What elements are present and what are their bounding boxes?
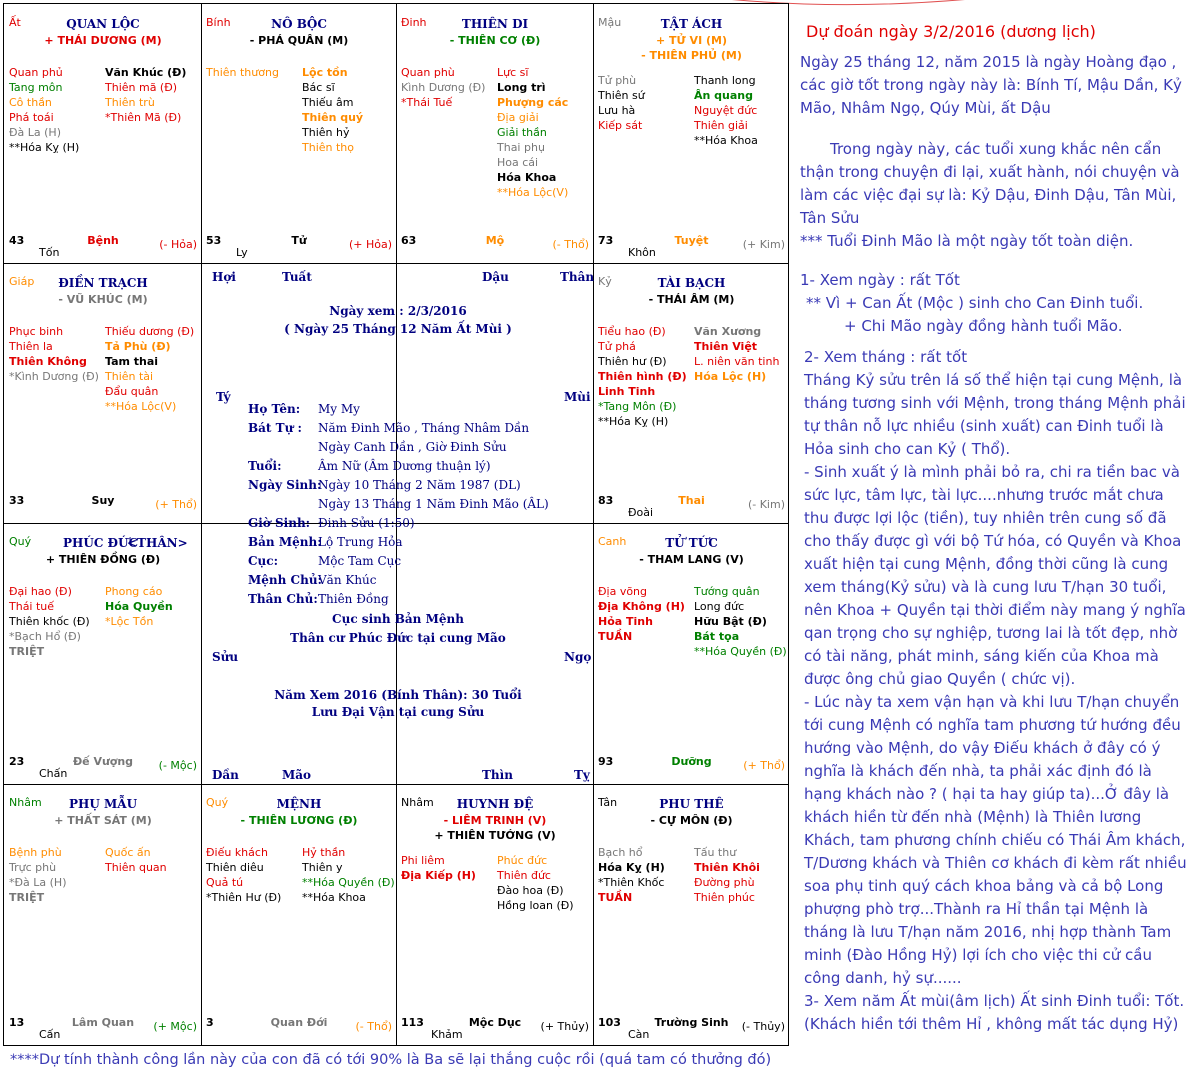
paragraph-11: 3- Xem năm Ất mùi(âm lịch) Ất sinh Đinh tuổi: Tốt. (Khách hiền tới thêm Hỉ , không mất tác dụng Hỷ) <box>804 992 1185 1033</box>
branch-label-bottom: Tỵ <box>574 768 590 782</box>
branch-label-top: Dậu <box>482 270 509 284</box>
minor-stars-right <box>694 845 760 905</box>
main-star: - THIÊN LƯƠNG (Đ) <box>240 814 358 827</box>
palace-phuc-duc[interactable] <box>5 524 201 784</box>
info-value: Văn Khúc <box>318 573 377 587</box>
star: Phục binh <box>9 325 64 338</box>
info-value: Năm Đinh Mão , Tháng Nhâm Dần <box>318 421 530 435</box>
info-value: My My <box>318 402 360 416</box>
star: Quả tú <box>206 876 244 889</box>
star: Hoa cái <box>497 156 539 169</box>
view-date: Ngày xem : 2/3/2016 <box>329 304 467 318</box>
palace-name: ĐIỀN TRẠCH <box>58 276 148 290</box>
palace-name: NÔ BỘC <box>271 17 327 31</box>
life-stage: Dưỡng <box>671 755 712 768</box>
main-star: - VŨ KHÚC (M) <box>58 293 148 306</box>
main-star: + THIÊN TƯỚNG (V) <box>434 829 556 842</box>
paragraph-2: Trong ngày này, các tuổi xung khắc nên cẩn thận trong chuyện đi lại, xuất hành, nói chuyện và làm các việc đại sự là: Kỷ Dậu, Đinh Dậu, Tân Mùi, Tân Sửu <box>800 140 1180 227</box>
info-key: Ngày Sinh: <box>248 478 322 492</box>
star: Phúc đức <box>497 854 548 867</box>
star: Thiên diêu <box>206 861 264 874</box>
star: *Thiên Mã (Đ) <box>105 111 182 124</box>
info-key: Họ Tên: <box>248 402 301 416</box>
palace-direction: Tốn <box>39 246 60 259</box>
palace-direction: Khảm <box>431 1028 463 1041</box>
info-value: Âm Nữ (Âm Dương thuận lý) <box>318 459 491 473</box>
paragraph-1: Ngày 25 tháng 12, năm 2015 là ngày Hoàng đạo , các giờ tốt trong ngày này là: Bính Tí, Mậu Dần, Kỷ Mão, Nhâm Ngọ, Qúy Mùi, ất Dậu <box>800 53 1182 117</box>
palace-name: PHÚC ĐỨC <box>63 536 139 550</box>
star: Thiên Không <box>9 355 87 368</box>
star: Thiên phúc <box>694 891 755 904</box>
palace-age: 73 <box>598 234 614 247</box>
info-key: Cục: <box>248 554 279 568</box>
star: Tướng quân <box>694 585 760 598</box>
palace-thien-di[interactable] <box>397 5 593 263</box>
palace-name: QUAN LỘC <box>66 17 140 31</box>
minor-stars-right <box>497 853 574 913</box>
palace-age: 113 <box>401 1016 424 1029</box>
star: Quan phù <box>401 66 455 79</box>
star: TRIỆT <box>9 891 45 904</box>
star: **Hóa Khoa <box>694 134 758 147</box>
star: *Thiên Khốc <box>598 876 665 889</box>
star: **Hóa Lộc(V) <box>105 400 177 413</box>
star: Nguyệt đức <box>694 104 758 117</box>
star: Tả Phù (Đ) <box>105 340 171 353</box>
minor-stars-right <box>497 65 568 200</box>
minor-stars-left <box>598 584 685 644</box>
branch-label-bottom: Thìn <box>482 768 513 782</box>
minor-stars-left <box>206 65 279 80</box>
life-stage: Bệnh <box>87 234 119 247</box>
star: Hữu Bật (Đ) <box>694 615 767 628</box>
paragraph-10: - Lúc này ta xem vận hạn và khi lưu T/hạn chuyển tới cung Mệnh có nghĩa tam phương tứ hướng đều hướng vào Mệnh, do vậy Điếu khách ở đây có ý nghĩa là khách đến nhà, ta phải xác định đó là hạng khách nào ? ( hại ta hay giúp ta)...Ở đây là khách hiền từ đến nhà (Mệnh) là Thiên lương Khách, tam phương chính chiếu có Thái Âm khách, T/Dương khách và Thiên cơ khách đi kèm rất nhiều soa phụ tinh quý cách khoa bảng và cả bộ Long phượng phò trợ...Thành ra Hỉ thần tại Mệnh là tháng là lưu T/hạn năm 2016, nhị hợp thành Tam minh (Đào Hồng Hỷ) lợi ích cho việc thi cử cầu công danh, hỷ sự...... <box>804 693 1187 987</box>
life-stage: Đế Vượng <box>72 755 134 768</box>
palace-direction: Đoài <box>628 506 654 519</box>
info-value: Đinh Sửu (1:50) <box>318 516 415 530</box>
life-stage: Suy <box>91 494 115 507</box>
star: Đường phù <box>694 876 755 889</box>
star: Long đức <box>694 600 745 613</box>
star: Thiên Khôi <box>694 861 760 874</box>
star: Lưu hà <box>598 104 636 117</box>
star: Quan phủ <box>9 66 63 79</box>
palace-quan-loc[interactable] <box>5 5 201 263</box>
paragraph-9: - Sinh xuất ý là mình phải bỏ ra, chi ra tiền bac và sức lực, tâm lực, tài lực....nhưng trước mắt chưa thu được lợi lộc (tiền), tuy nhiên trên cung số đã cho thấy được gì với bộ Tứ hóa, có Quyền và Khoa xuất hiện tại cung Mệnh, đồng thời cũng là cung xem tháng(Kỷ sửu) và là cung lưu T/hạn 30 tuổi, nên Khoa + Quyền tại thời điểm này mang ý nghĩa qan trọng cho sự nghiệp, tương lai là tốt đẹp, nhờ có tài năng, phát minh, sáng kiến của Khoa mà được ông chủ giao Quyền ( chức vị). <box>804 463 1186 688</box>
info-value: Ngày 13 Tháng 1 Năm Đinh Mão (ÂL) <box>318 497 549 511</box>
palace-age: 23 <box>9 755 25 768</box>
palace-footer <box>594 754 789 784</box>
lunar-date: ( Ngày 25 Tháng 12 Năm Ất Mùi ) <box>284 322 512 336</box>
palace-footer <box>5 493 201 523</box>
palace-element: (+ Thủy) <box>540 1020 589 1033</box>
palace-age: 103 <box>598 1016 621 1029</box>
minor-stars-left <box>9 65 79 155</box>
view-year: Năm Xem 2016 (Bính Thân): 30 Tuổi <box>274 688 522 702</box>
palace-stem: Ất <box>9 16 21 29</box>
star: Địa Kiếp (H) <box>401 869 476 882</box>
star: Phi liêm <box>401 854 445 867</box>
star: Thiên la <box>9 340 53 353</box>
star: L. niên văn tinh <box>694 355 780 368</box>
star: Thai phụ <box>497 141 545 154</box>
star: **Hóa Lộc(V) <box>497 186 569 199</box>
life-stage: Lâm Quan <box>71 1016 135 1029</box>
star: Thiên y <box>302 861 343 874</box>
branch-label-mui: Mùi <box>564 390 591 404</box>
palace-stem: Kỷ <box>598 275 612 288</box>
branch-label-bottom: Mão <box>282 768 312 782</box>
palace-stem: Bính <box>206 16 231 29</box>
palace-tu-tuc[interactable] <box>594 524 789 784</box>
info-key: Mệnh Chủ: <box>248 573 322 587</box>
star: Hỏa Tinh <box>598 615 653 628</box>
main-star: - CỰ MÔN (Đ) <box>650 814 733 827</box>
main-star: - THAM LANG (V) <box>639 553 744 566</box>
minor-stars-left <box>9 584 90 659</box>
palace-footer <box>397 233 593 263</box>
info-key: Thân Chủ: <box>248 592 318 606</box>
star: Hồng loan (Đ) <box>497 899 574 912</box>
star: **Hóa Khoa <box>302 891 366 904</box>
palace-name: HUYNH ĐỆ <box>456 797 534 811</box>
branch-label-top: Thân <box>560 270 595 284</box>
star: Thiên quan <box>105 861 167 874</box>
star: Thiên đức <box>497 869 551 882</box>
minor-stars-right <box>302 65 363 155</box>
main-star: + TỬ VI (M) <box>655 34 727 47</box>
star: Địa võng <box>598 585 648 598</box>
palace-stem: Tân <box>598 796 618 809</box>
life-stage: Trường Sinh <box>654 1016 729 1029</box>
palace-name-suffix: <THÂN> <box>127 536 188 550</box>
branch-label-top: Tuất <box>282 270 312 284</box>
palace-name: TẬT ÁCH <box>660 17 723 31</box>
star: *Bạch Hổ (Đ) <box>9 630 81 643</box>
star: Thiên hình (Đ) <box>598 370 687 383</box>
info-value: Thiên Đồng <box>318 592 389 606</box>
info-key: Bát Tự : <box>248 421 302 435</box>
palace-name: PHỤ MẪU <box>68 797 138 811</box>
paragraph-6: + Chi Mão ngày đồng hành tuổi Mão. <box>844 317 1123 335</box>
star: Quốc ấn <box>105 846 151 859</box>
palace-no-boc[interactable] <box>202 5 396 263</box>
palace-footer <box>5 233 201 263</box>
life-stage: Tử <box>291 234 307 247</box>
palace-age: 3 <box>206 1016 214 1029</box>
palace-stem: Đinh <box>401 16 427 29</box>
branch-label-suu: Sửu <box>212 650 239 664</box>
branch-label-ty: Tý <box>216 390 231 404</box>
main-star: - THIÊN CƠ (Đ) <box>449 34 541 47</box>
star: Thiếu âm <box>302 96 354 109</box>
minor-stars-left <box>9 845 66 905</box>
star: Đẩu quân <box>105 385 159 398</box>
star: Tam thai <box>105 355 159 368</box>
star: *Kình Dương (Đ) <box>9 370 99 383</box>
star: Bệnh phù <box>9 846 62 859</box>
star: *Lộc Tồn <box>105 615 154 628</box>
minor-stars-left <box>598 845 665 905</box>
star: Thiên tài <box>105 370 154 383</box>
palace-age: 53 <box>206 234 222 247</box>
star: Tiểu hao (Đ) <box>598 325 666 338</box>
palace-stem: Nhâm <box>9 796 42 809</box>
star: Văn Xương <box>694 325 762 338</box>
palace-element: (+ Kim) <box>742 238 785 251</box>
star: Trực phù <box>9 861 57 874</box>
star: Cô thần <box>9 96 52 109</box>
star: Thiên thương <box>206 66 279 79</box>
star: Địa Không (H) <box>598 600 685 613</box>
palace-footer <box>397 1015 593 1045</box>
star: *Thiên Hư (Đ) <box>206 891 282 904</box>
palace-stem: Giáp <box>9 275 35 288</box>
main-star: + THÁI DƯƠNG (M) <box>44 34 162 47</box>
palace-element: (- Mộc) <box>158 759 197 772</box>
palace-element: (+ Thổ) <box>155 498 197 511</box>
palace-age: 43 <box>9 234 25 247</box>
info-key: Bản Mệnh: <box>248 535 322 549</box>
star: Thiên hư (Đ) <box>598 355 667 368</box>
palace-element: (- Thủy) <box>741 1020 785 1033</box>
star: Lộc tồn <box>302 66 348 79</box>
star: Hỷ thần <box>302 846 346 859</box>
star: Địa giải <box>497 111 539 124</box>
minor-stars-left <box>401 853 476 883</box>
info-key: Giờ Sinh: <box>248 516 311 530</box>
palace-direction: Càn <box>628 1028 650 1041</box>
star: TRIỆT <box>9 645 45 658</box>
palace-menh[interactable] <box>202 785 396 1045</box>
minor-stars-left <box>206 845 281 905</box>
star: Đào hoa (Đ) <box>497 884 564 897</box>
star: Thiên Việt <box>694 340 758 353</box>
palace-name: TÀI BẠCH <box>657 276 726 290</box>
star: **Hóa Quyền (Đ) <box>302 876 395 889</box>
star: Thiên trù <box>105 96 155 109</box>
minor-stars-right <box>694 584 787 659</box>
star: Tang môn <box>9 81 63 94</box>
palace-footer <box>202 233 396 263</box>
star: Tử phá <box>598 340 636 353</box>
palace-phu-the[interactable] <box>594 785 789 1045</box>
star: Thái tuế <box>9 600 55 613</box>
star: Long trì <box>497 81 546 94</box>
star: Đà La (H) <box>9 126 61 139</box>
main-star: - LIÊM TRINH (V) <box>443 814 547 827</box>
minor-stars-right <box>105 65 186 125</box>
info-value: Ngày 10 Tháng 2 Năm 1987 (DL) <box>318 478 521 492</box>
star: Thiên hỷ <box>302 126 350 139</box>
info-value: Ngày Canh Dần , Giờ Đinh Sửu <box>318 440 507 454</box>
footer-note: ****Dự tính thành công lần này của con đã có tới 90% là Ba sẽ lại thắng cuộc rồi (quá tam có thưởng đó) <box>10 1052 772 1068</box>
minor-stars-left <box>9 324 99 384</box>
palace-footer <box>594 493 789 523</box>
paragraph-4: 1- Xem ngày : rất Tốt <box>800 271 960 289</box>
palace-direction: Chấn <box>39 767 68 780</box>
branch-label-ngo: Ngọ <box>564 650 592 664</box>
palace-age: 93 <box>598 755 614 768</box>
star: Thiên mã (Đ) <box>105 81 178 94</box>
star: Linh Tinh <box>598 385 656 398</box>
palace-footer <box>5 1015 201 1045</box>
palace-name: MỆNH <box>276 797 322 811</box>
palace-element: (+ Hỏa) <box>348 238 392 251</box>
star: Điếu khách <box>206 846 268 859</box>
star: **Hóa Kỵ (H) <box>598 415 669 428</box>
minor-stars-right <box>694 324 779 384</box>
center-info <box>202 266 594 785</box>
palace-footer <box>202 1015 396 1045</box>
paragraph-5: ** Vì + Can Ất (Mộc ) sinh cho Can Đinh tuổi. <box>806 294 1144 312</box>
palace-direction: Cấn <box>39 1028 61 1041</box>
info-value: Mộc Tam Cục <box>318 554 402 568</box>
minor-stars-right <box>694 73 758 148</box>
paragraph-7: 2- Xem tháng : rất tốt <box>804 348 968 366</box>
star: Thiên giải <box>694 119 748 132</box>
palace-element: (+ Mộc) <box>153 1020 197 1033</box>
main-star: - PHÁ QUÂN (M) <box>249 34 349 47</box>
star: Kiếp sát <box>598 119 643 132</box>
palace-stem: Mậu <box>598 16 622 29</box>
star: Phá toái <box>9 111 54 124</box>
palace-element: (- Kim) <box>747 498 785 511</box>
star: Tấu thư <box>694 846 737 859</box>
star: Thiên khốc (Đ) <box>9 615 90 628</box>
prediction-title: Dự đoán ngày 3/2/2016 (dương lịch) <box>806 22 1096 41</box>
palace-element: (+ Thổ) <box>743 759 785 772</box>
palace-stem: Quý <box>9 535 32 548</box>
palace-age: 33 <box>9 494 25 507</box>
horoscope-chart <box>3 3 789 1046</box>
life-stage: Quan Đới <box>270 1016 328 1029</box>
star: Thiên quý <box>302 111 364 124</box>
palace-tai-bach[interactable] <box>594 264 789 523</box>
star: Phong cáo <box>105 585 163 598</box>
star: Tử phù <box>598 74 637 87</box>
luu-dai-van: Lưu Đại Vận tại cung Sửu <box>311 705 485 719</box>
star: Hóa Khoa <box>497 171 557 184</box>
life-stage: Mộ <box>485 234 505 247</box>
palace-huynh-de[interactable] <box>397 785 593 1045</box>
palace-phu-mau[interactable] <box>5 785 201 1045</box>
star: Ân quang <box>694 89 754 102</box>
cuc-relation: Cục sinh Bản Mệnh <box>332 612 464 626</box>
star: Lực sĩ <box>497 66 529 79</box>
palace-dien-trach[interactable] <box>5 264 201 523</box>
star: Văn Khúc (Đ) <box>105 66 187 79</box>
star: Kình Dương (Đ) <box>401 81 486 94</box>
paragraph-8: Tháng Kỷ sửu trên lá số thể hiện tại cung Mệnh, là tháng tương sinh với Mệnh, trong tháng Mệnh phải tự thân nỗ lực nhiều (sinh xuất) can Đinh tuổi là Hỏa sinh cho can Kỷ ( Thổ). <box>804 371 1186 458</box>
palace-stem: Quý <box>206 796 229 809</box>
star: TUẦN <box>598 630 633 643</box>
palace-age: 83 <box>598 494 614 507</box>
palace-age: 13 <box>9 1016 25 1029</box>
main-star: + THIÊN ĐỒNG (Đ) <box>45 553 161 566</box>
star: Hóa Lộc (H) <box>694 370 767 383</box>
branch-label-bottom: Dần <box>212 768 239 782</box>
palace-footer <box>594 1015 789 1045</box>
minor-stars-left <box>401 65 485 110</box>
life-stage: Tuyệt <box>674 234 709 247</box>
star: Đại hao (Đ) <box>9 585 72 598</box>
paragraph-3: *** Tuổi Đinh Mão là một ngày tốt toàn diện. <box>800 232 1134 250</box>
palace-stem: Nhâm <box>401 796 434 809</box>
life-stage: Mộc Dục <box>468 1016 522 1029</box>
minor-stars-right <box>105 584 173 629</box>
palace-footer <box>594 233 789 263</box>
palace-tat-ach[interactable] <box>594 5 789 263</box>
main-star: + THẤT SÁT (M) <box>54 814 152 827</box>
star: *Đà La (H) <box>9 876 67 889</box>
palace-footer <box>5 754 201 784</box>
palace-direction: Khôn <box>628 246 656 259</box>
star: Thiên thọ <box>302 141 354 154</box>
star: *Thái Tuế <box>401 96 453 109</box>
palace-direction: Ly <box>236 246 248 259</box>
info-value: Lộ Trung Hỏa <box>318 535 403 549</box>
minor-stars-right <box>105 845 167 875</box>
minor-stars-right <box>302 845 395 905</box>
main-star: - THIÊN PHỦ (M) <box>641 49 742 62</box>
prediction-panel <box>796 20 1191 1036</box>
star: *Tang Môn (Đ) <box>598 400 677 413</box>
star: **Hóa Quyền (Đ) <box>694 645 787 658</box>
minor-stars-left <box>598 324 687 429</box>
palace-name: TỬ TỨC <box>665 536 718 550</box>
branch-label-top: Hợi <box>212 270 236 284</box>
star: Thiếu dương (Đ) <box>105 325 195 338</box>
palace-element: (- Thổ) <box>552 238 589 251</box>
palace-name: THIÊN DI <box>461 17 529 31</box>
palace-age: 63 <box>401 234 417 247</box>
star: **Hóa Kỵ (H) <box>9 141 80 154</box>
star: Giải thần <box>497 126 547 139</box>
life-stage: Thai <box>678 494 705 507</box>
star: TUẦN <box>598 891 633 904</box>
palace-element: (- Thổ) <box>355 1020 392 1033</box>
info-key: Tuổi: <box>248 459 282 473</box>
minor-stars-left <box>598 73 645 133</box>
star: Bát tọa <box>694 630 740 643</box>
main-star: - THÁI ÂM (M) <box>648 293 735 306</box>
palace-name: PHU THÊ <box>659 797 724 811</box>
than-palace: Thân cư Phúc Đức tại cung Mão <box>290 631 506 645</box>
minor-stars-right <box>105 324 194 414</box>
star: Thiên sứ <box>598 89 645 102</box>
star: Thanh long <box>694 74 756 87</box>
star: Bạch hổ <box>598 846 643 859</box>
star: Phượng các <box>497 96 569 109</box>
palace-stem: Canh <box>598 535 627 548</box>
palace-element: (- Hỏa) <box>159 238 197 251</box>
star: Hóa Quyền <box>105 600 173 613</box>
star: Bác sĩ <box>302 81 335 94</box>
star: Hóa Kỵ (H) <box>598 861 665 874</box>
